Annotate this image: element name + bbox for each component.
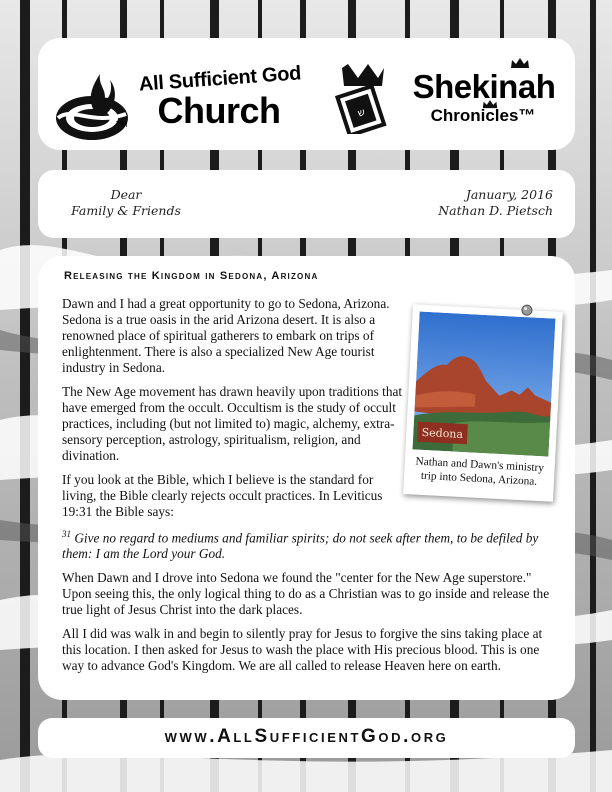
salutation-line1: Dear [110,187,142,202]
salutation-line2: Family & Friends [71,203,181,218]
photo-caption: Nathan and Dawn's ministry trip into Sedona, Arizona. [415,455,545,488]
sedona-red-rock-photo [412,312,555,457]
article-full-text [62,526,554,682]
polaroid-photo [403,304,563,502]
article-column-text [62,296,404,528]
date-and-author [393,187,553,219]
paragraph: The New Age movement has drawn heavily upon traditions that have emerged from the occult. Occultism is the study of occult practices, including (but not limited to) magic, alchemy, extra-sensory perception, astrology, spiritualism, religion, and divination. [62,384,403,463]
paragraph: Dawn and I had a great opportunity to go to Sedona, Arizona. Sedona is a true oasis in the arid Arizona desert. It is also a renowned place of spiritual gatherers to embark on trips of enlightenment. There is also a specialized New Age tourist industry in Sedona. [62,296,390,375]
verse-text: Give no regard to mediums and familiar spirits; do not seek after them, to be defiled by them: I am the Lord your God. [62,530,539,562]
scripture-verse [62,526,554,562]
footer-bar [38,718,575,758]
flame-wave-logo-icon [52,56,130,144]
svg-text:ש: ש [356,106,367,120]
greeting-bar [38,170,575,238]
church-name-top: All Sufficient God [138,62,302,96]
website-link[interactable]: www.AllSufficientGod.org [164,726,449,747]
issue-date: January, 2016 [465,187,553,202]
church-trademark: TM [116,120,128,129]
newsletter-name-top: Shekinah [412,68,556,105]
book-crown-logo-icon [334,60,392,134]
paragraph: When Dawn and I drove into Sedona we found the "center for the New Age superstore." Upon seeing this, the only logical thing to do as a Christian was to go inside and release the true light of Jesus Christ into the dark places. [62,570,550,618]
author-name: Nathan D. Pietsch [438,203,553,218]
sedona-sign-text: Sedona [421,425,464,441]
masthead [38,38,575,150]
salutation [56,187,196,219]
article-title: Releasing the Kingdom in Sedona, Arizona [64,270,319,282]
church-name-bottom: Church [157,90,281,131]
paragraph: If you look at the Bible, which I believe is the standard for living, the Bible clearly rejects occult practices. In Leviticus 19:31 the Bible says: [62,472,383,519]
newsletter-name-bottom: Chronicles™ [430,106,536,125]
verse-number: 31 [62,529,71,539]
article [38,256,575,700]
paragraph: All I did was walk in and begin to silently pray for Jesus to forgive the sins taking place at this location. I then asked for Jesus to wash the place with His precious blood. This is one way to advance God's Kingdom. We are all called to release Heaven here on earth. [62,626,543,674]
